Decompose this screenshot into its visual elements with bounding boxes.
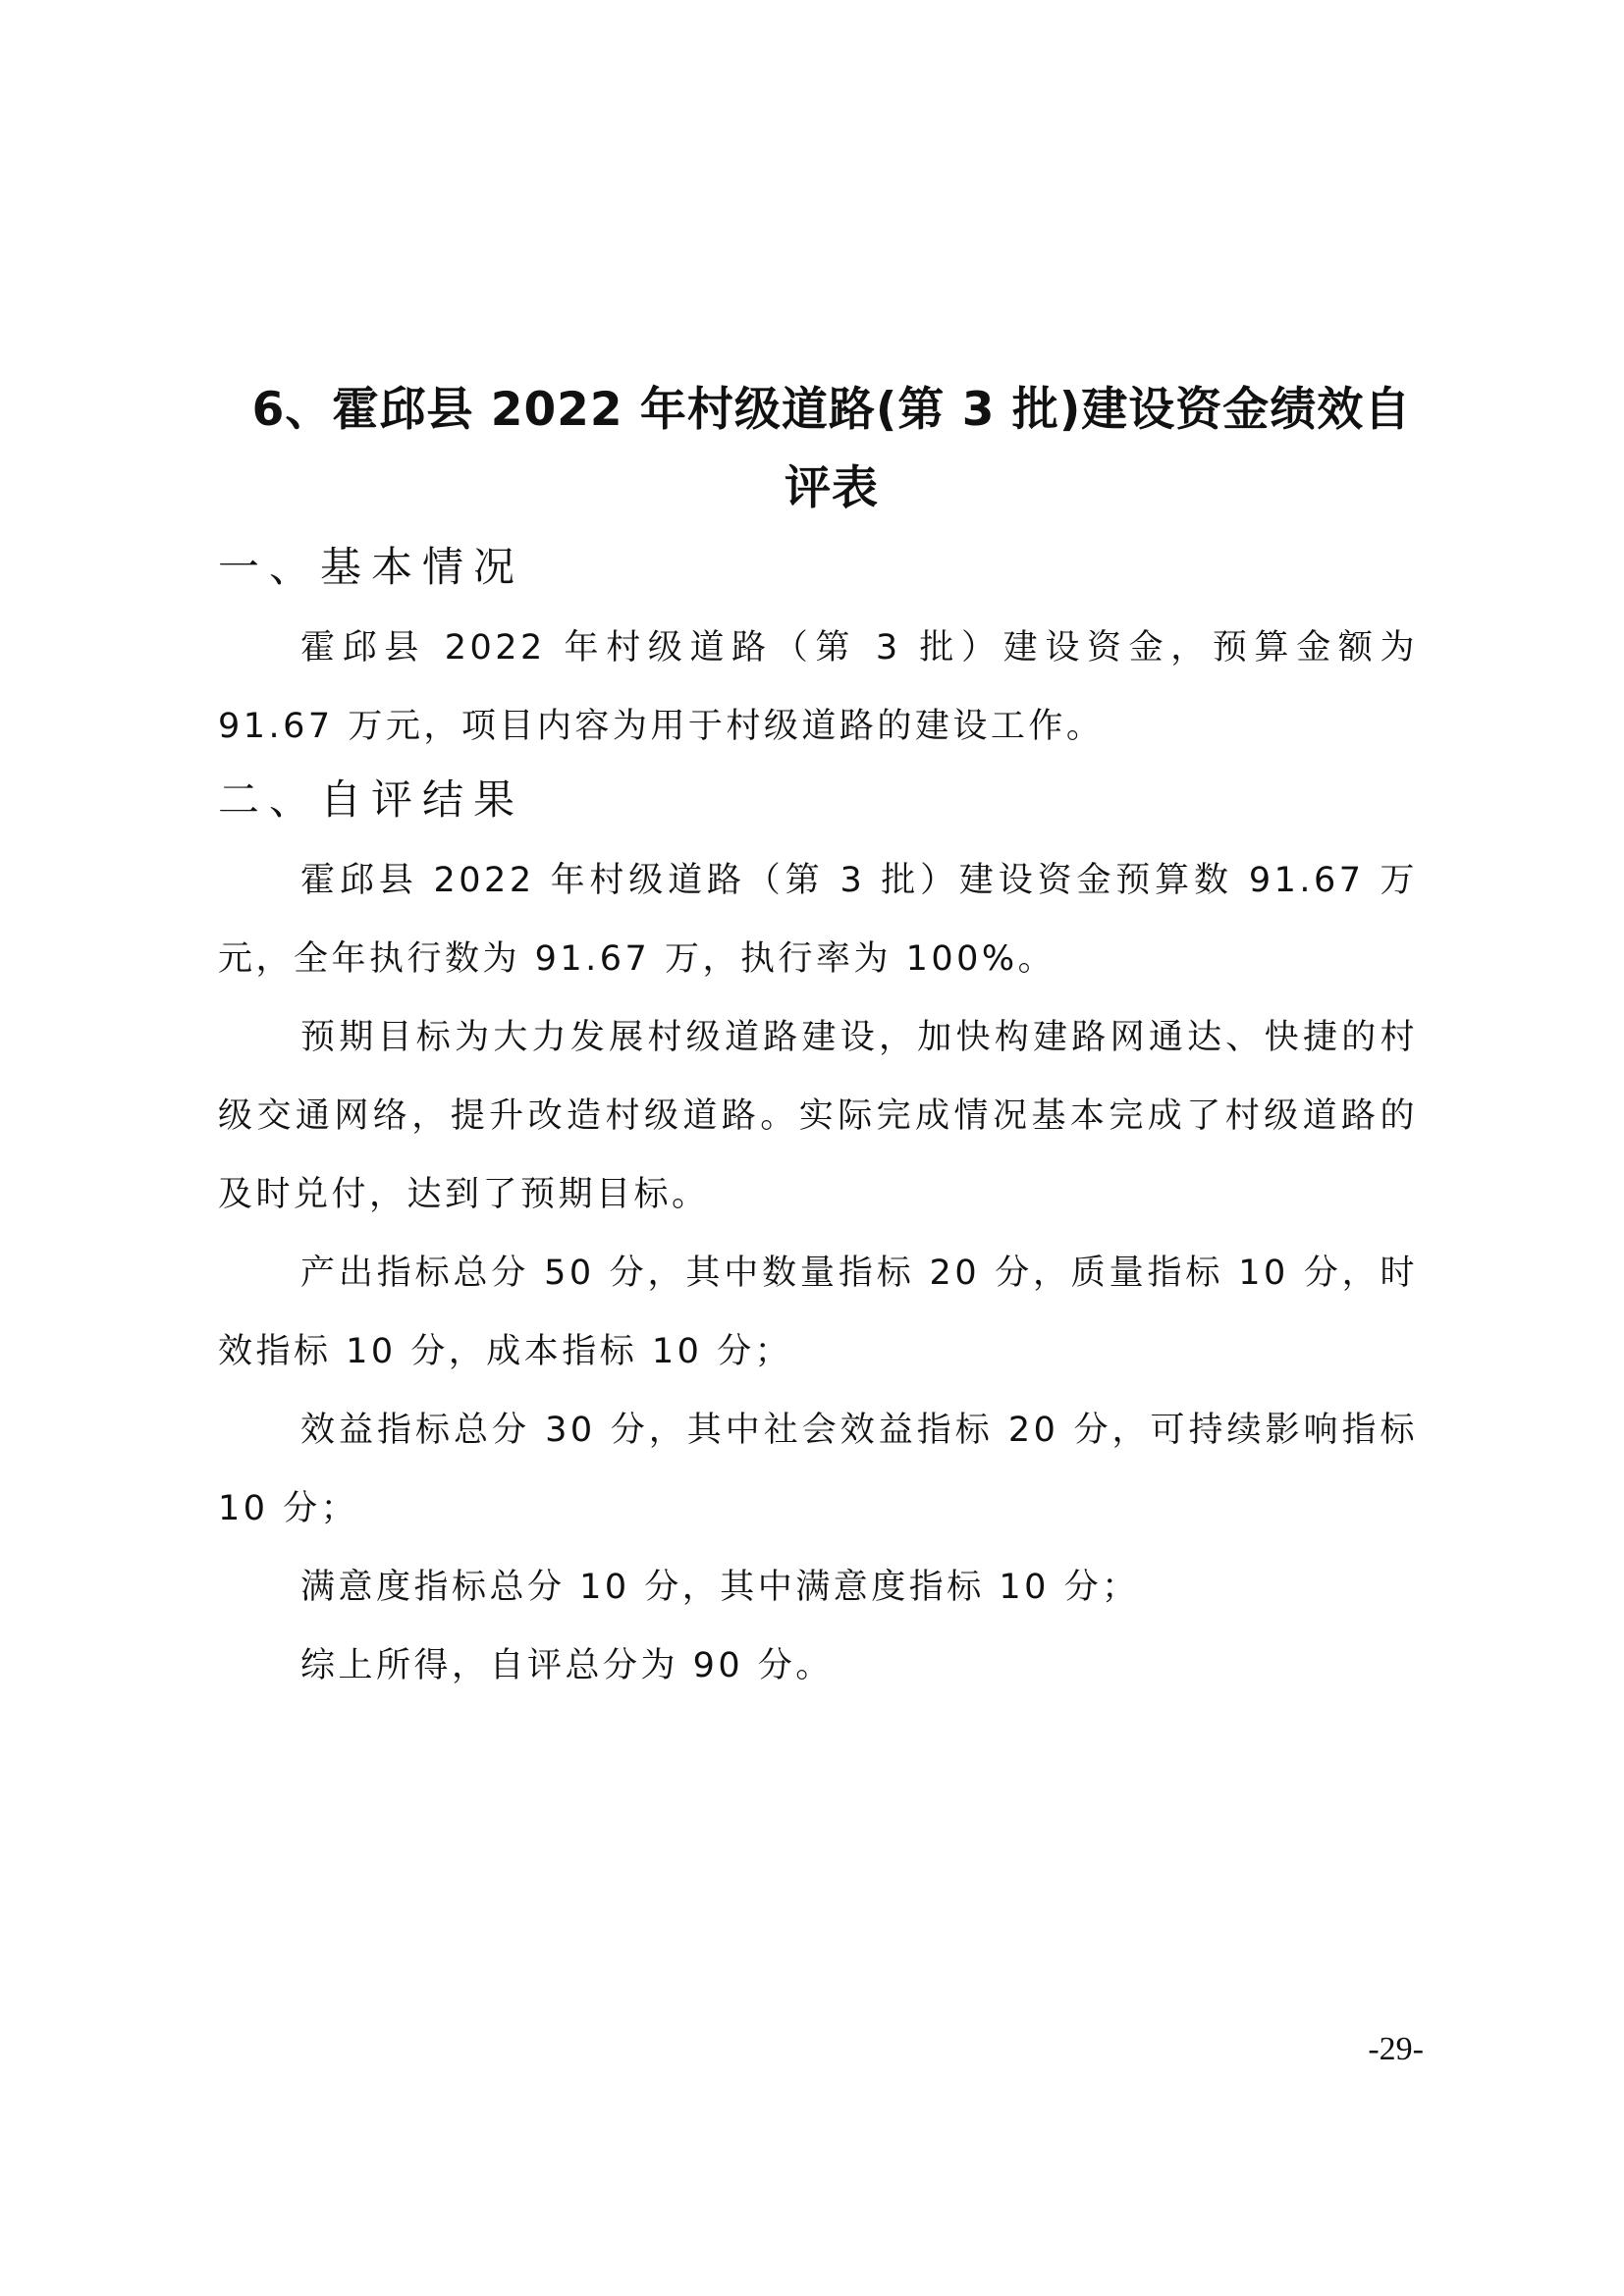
document-title-line-2: 评表: [785, 461, 879, 515]
basic-info-paragraph: 霍邱县 2022 年村级道路（第 3 批）建设资金，预算金额为 91.67 万元，项目内容为用于村级道路的建设工作。: [218, 628, 1418, 746]
self-evaluation-paragraph-output-indicators: 产出指标总分 50 分，其中数量指标 20 分，质量指标 10 分，时效指标 10 分，成本指标 10 分；: [218, 1254, 1418, 1371]
section-heading-basic-info: 一、基本情况: [218, 543, 525, 591]
self-evaluation-paragraph-goals: 预期目标为大力发展村级道路建设，加快构建路网通达、快捷的村级交通网络，提升改造村级道路。实际完成情况基本完成了村级道路的及时兑付，达到了预期目标。: [218, 1018, 1418, 1214]
self-evaluation-paragraph-benefit-indicators: 效益指标总分 30 分，其中社会效益指标 20 分，可持续影响指标 10 分；: [218, 1411, 1418, 1528]
page-number: -29-: [1368, 2031, 1424, 2067]
self-evaluation-paragraph-budget: 霍邱县 2022 年村级道路（第 3 批）建设资金预算数 91.67 万元，全年执行数为 91.67 万，执行率为 100%。: [218, 861, 1418, 979]
document-title-line-1: 6、霍邱县 2022 年村级道路(第 3 批)建设资金绩效自: [251, 383, 1412, 437]
section-heading-self-evaluation: 二、自评结果: [218, 775, 525, 824]
self-evaluation-paragraph-total-score: 综上所得，自评总分为 90 分。: [300, 1646, 834, 1685]
self-evaluation-paragraph-satisfaction-indicators: 满意度指标总分 10 分，其中满意度指标 10 分；: [300, 1568, 1140, 1607]
